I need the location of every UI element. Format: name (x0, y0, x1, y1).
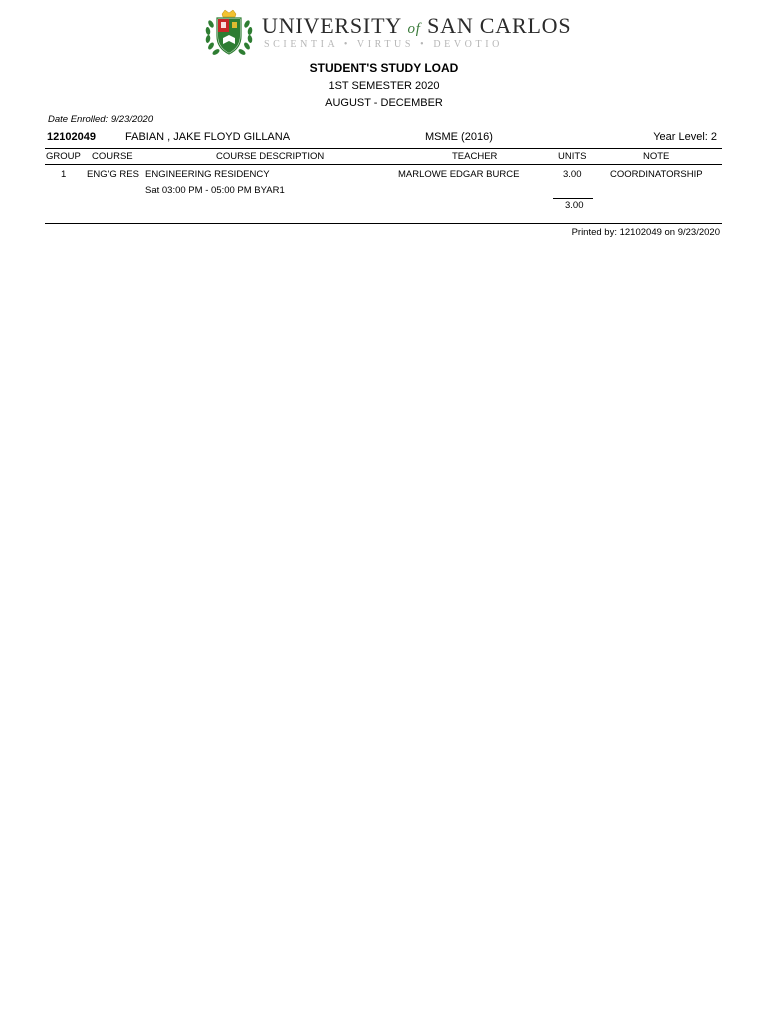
row-teacher: MARLOWE EDGAR BURCE (398, 169, 520, 180)
row-note: COORDINATORSHIP (610, 169, 703, 180)
period-label: AUGUST - DECEMBER (325, 97, 443, 109)
student-program: MSME (2016) (425, 131, 493, 143)
row-course-description: ENGINEERING RESIDENCY (145, 169, 270, 180)
total-units: 3.00 (565, 200, 584, 211)
row-group: 1 (61, 169, 67, 180)
row-units: 3.00 (563, 169, 582, 180)
printed-by: Printed by: 12102049 on 9/23/2020 (571, 227, 720, 238)
semester-label: 1ST SEMESTER 2020 (328, 80, 440, 92)
table-top-divider (45, 148, 722, 149)
student-id: 12102049 (47, 131, 96, 143)
student-year-level: Year Level: 2 (653, 131, 717, 143)
table-header-divider (45, 164, 722, 165)
units-total-divider (553, 198, 593, 199)
header-group: GROUP (46, 151, 81, 162)
header-note: NOTE (643, 151, 670, 162)
university-name-prefix: UNIVERSITY (262, 13, 402, 38)
document-title: STUDENT'S STUDY LOAD (309, 61, 459, 75)
date-enrolled: Date Enrolled: 9/23/2020 (48, 114, 154, 125)
header-teacher: TEACHER (452, 151, 498, 162)
university-name-suffix: SAN CARLOS (427, 13, 572, 38)
university-name-of: of (407, 21, 421, 37)
student-name: FABIAN , JAKE FLOYD GILLANA (125, 131, 291, 143)
header-units: UNITS (558, 151, 587, 162)
table-bottom-divider (45, 223, 722, 224)
university-name (262, 13, 571, 39)
university-motto: SCIENTIA • VIRTUS • DEVOTIO (264, 39, 503, 50)
row-schedule: Sat 03:00 PM - 05:00 PM BYAR1 (145, 185, 285, 196)
university-seal-icon (203, 8, 255, 60)
header-course: COURSE (92, 151, 133, 162)
header-course-description: COURSE DESCRIPTION (216, 151, 325, 162)
row-course: ENG'G RES (87, 169, 139, 180)
